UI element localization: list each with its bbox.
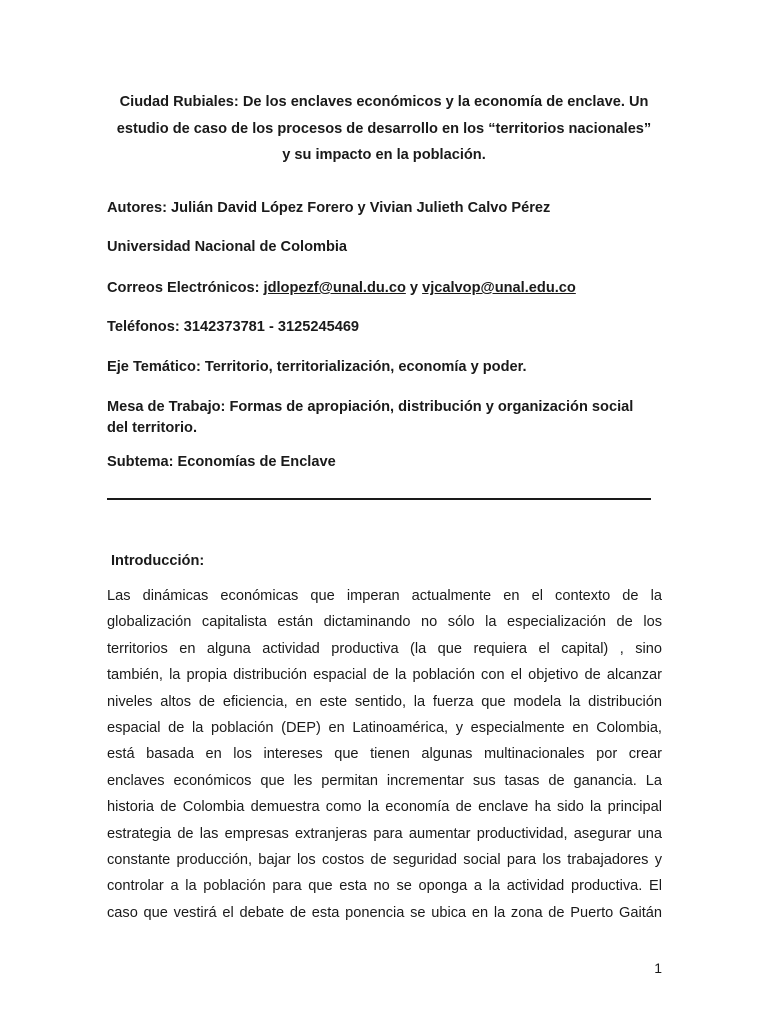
section-divider	[107, 498, 651, 500]
theme-axis-line: Eje Temático: Territorio, territorialización, economía y poder.	[107, 359, 527, 375]
paragraph-line: Las dinámicas económicas que imperan actualmente en el contexto de la	[107, 588, 662, 604]
university-line: Universidad Nacional de Colombia	[107, 239, 348, 255]
introduction-body	[107, 583, 662, 926]
title-line-1: Ciudad Rubiales: De los enclaves económicos y la economía de enclave. Un	[119, 94, 649, 110]
phones-line: Teléfonos: 3142373781 - 3125245469	[107, 319, 360, 335]
work-table-block	[107, 397, 667, 439]
work-table-line-1: Mesa de Trabajo: Formas de apropiación, distribución y organización social	[107, 399, 634, 415]
paragraph-line: también, la propia distribución espacial de la población con el objetivo de alcanzar	[107, 667, 662, 684]
paragraph-line: caso que vestirá el debate de esta ponencia se ubica en la zona de Puerto Gaitán	[107, 904, 662, 921]
introduction-heading: Introducción:	[111, 553, 205, 569]
authors-line: Autores: Julián David López Forero y Vivian Julieth Calvo Pérez	[107, 200, 551, 216]
paragraph-line: controlar a la población para que esta no se oponga a la actividad productiva. El	[107, 878, 662, 895]
email-link-2[interactable]: vjcalvop@unal.edu.co	[422, 280, 576, 296]
emails-label: Correos Electrónicos:	[107, 280, 264, 296]
emails-line	[107, 278, 667, 299]
paragraph-line: territorios en alguna actividad productiva (la que requiera el capital) , sino	[107, 640, 662, 657]
subtopic-line: Subtema: Economías de Enclave	[107, 454, 336, 470]
paragraph-line: estrategia de las empresas extranjeras para aumentar productividad, asegurar una	[107, 825, 662, 842]
title-line-3: y su impacto en la población.	[282, 147, 486, 163]
paragraph-line: está basada en los intereses que tienen algunas multinacionales por crear	[107, 746, 662, 763]
title-line-2: estudio de caso de los procesos de desarrollo en los “territorios nacionales”	[116, 120, 652, 137]
paragraph-line: enclaves económicos que les permitan incrementar sus tasas de ganancia. La	[107, 772, 662, 789]
paragraph-line: espacial de la población (DEP) en Latinoamérica, y especialmente en Colombia,	[107, 719, 662, 736]
paragraph-line: niveles altos de eficiencia, en este sentido, la fuerza que modela la distribución	[107, 693, 662, 710]
email-link-1[interactable]: jdlopezf@unal.du.co	[263, 280, 406, 296]
paragraph-line: constante producción, bajar los costos de seguridad social para los trabajadores y	[107, 851, 662, 868]
emails-connector: y	[405, 280, 423, 296]
paragraph-line: historia de Colombia demuestra como la economía de enclave ha sido la principal	[107, 799, 662, 816]
paragraph-line: globalización capitalista están dictaminando no sólo la especialización de los	[107, 614, 662, 631]
paper-title	[100, 89, 668, 169]
page-number: 1	[654, 960, 662, 976]
work-table-line-2: del territorio.	[107, 420, 198, 436]
